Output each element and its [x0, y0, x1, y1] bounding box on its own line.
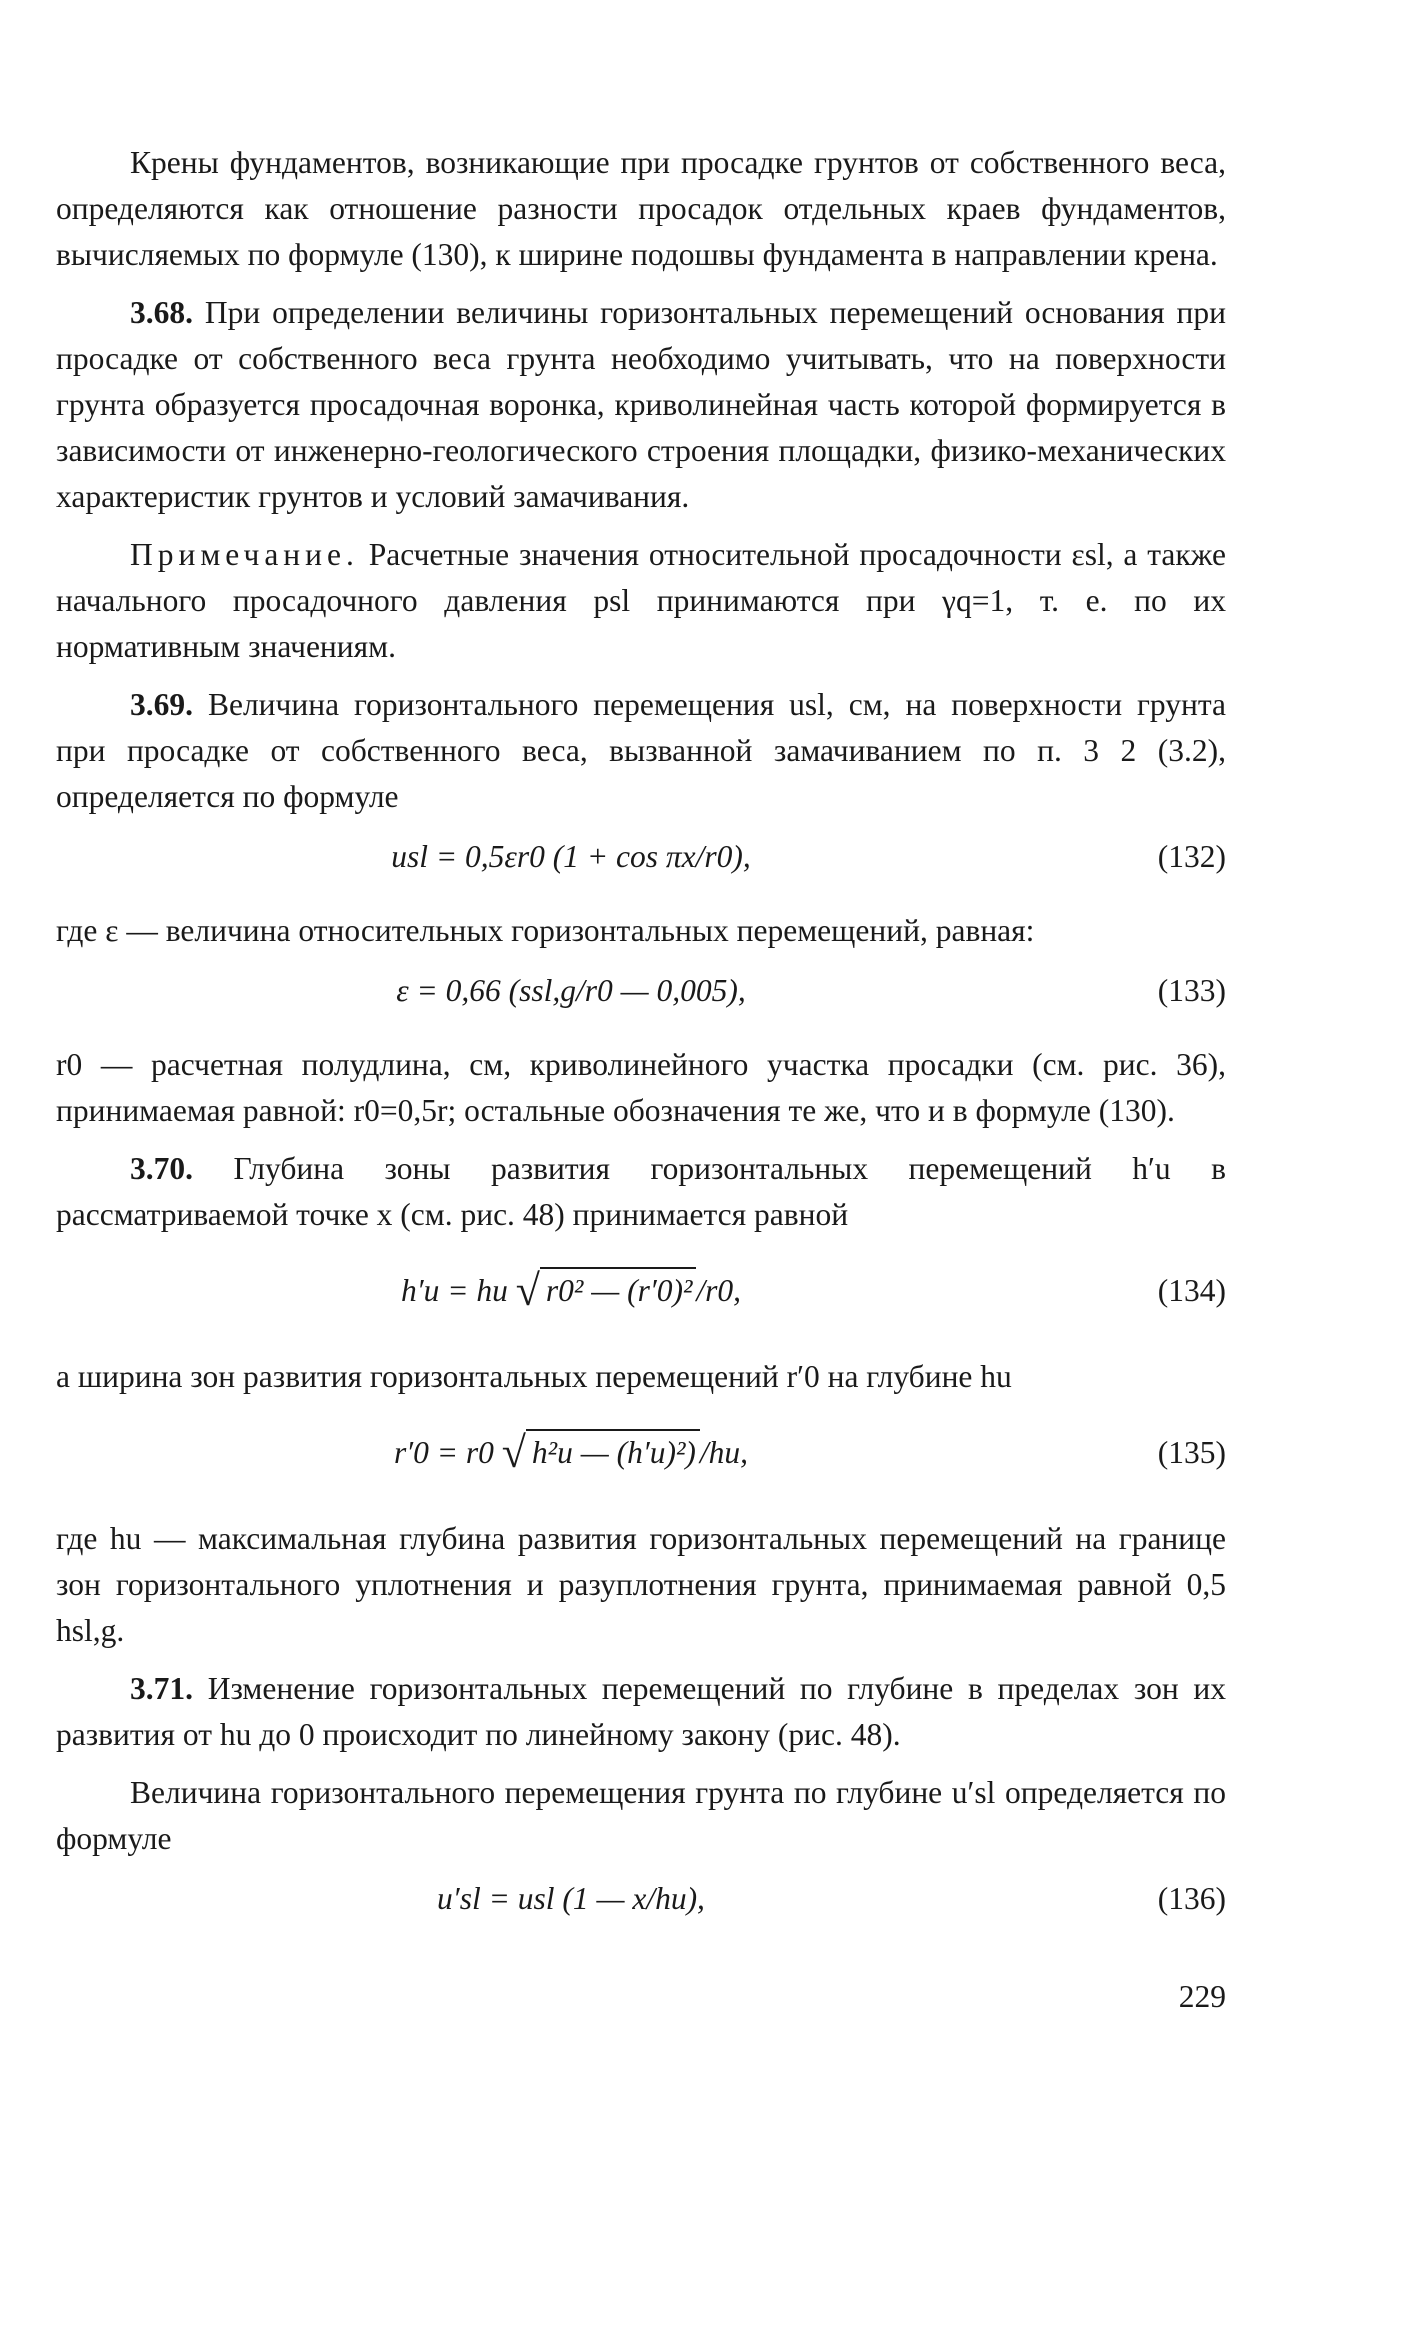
formula-135-radicand: h²u — (h′u)²) — [526, 1429, 700, 1470]
paragraph-3-69 — [56, 682, 1226, 820]
formula-135-expression — [56, 1430, 1086, 1476]
section-number-3-69: 3.69. — [130, 687, 193, 722]
formula-136-expression: u′sl = usl (1 — x/hu), — [437, 1881, 705, 1916]
formula-136-number: (136) — [1157, 1881, 1226, 1916]
formula-134-radicand: r0² — (r′0)² — [540, 1267, 697, 1308]
paragraph-3-68-text: При определении величины горизонтальных перемещений основания при просадке от собственного веса грунта необходимо учитывать, что на поверхности грунта образуется просадочная воронка, криволинейная часть которой формируется в зависимости от инженерно-геологического строения площадки, физико-механических характеристик грунтов и условий замачивания. — [56, 295, 1226, 514]
formula-134-left: h′u = hu — [400, 1273, 508, 1308]
section-number-3-71: 3.71. — [130, 1671, 193, 1706]
paragraph-3-71-text: Изменение горизонтальных перемещений по глубине в пределах зон их развития от hu до 0 происходит по линейному закону (рис. 48). — [56, 1671, 1226, 1752]
paragraph-3-70 — [56, 1146, 1226, 1238]
document-page — [56, 140, 1226, 2020]
sqrt-icon: √ — [501, 1428, 526, 1477]
formula-136 — [56, 1864, 1226, 1946]
formula-133-number: (133) — [1157, 973, 1226, 1008]
paragraph-3-71 — [56, 1666, 1226, 1758]
section-number-3-70: 3.70. — [130, 1151, 193, 1186]
page-number: 229 — [1178, 1979, 1226, 2014]
formula-134-expression — [56, 1268, 1086, 1314]
paragraph-depth-displacement: Величина горизонтального перемещения грунта по глубине u′sl определяется по формуле — [56, 1775, 1226, 1856]
formula-135 — [56, 1402, 1226, 1512]
formula-135-left: r′0 = r0 — [393, 1435, 494, 1470]
note-paragraph — [56, 532, 1226, 670]
paragraph-3-68 — [56, 290, 1226, 520]
formula-133 — [56, 956, 1226, 1038]
paragraph-zone-width: а ширина зон развития горизонтальных перемещений r′0 на глубине hu — [56, 1359, 1012, 1394]
formula-134-right: /r0, — [696, 1273, 742, 1308]
formula-135-right: /hu, — [699, 1435, 749, 1470]
formula-132-number: (132) — [1157, 839, 1226, 874]
paragraph-3-70-text: Глубина зоны развития горизонтальных перемещений h′u в рассматриваемой точке x (см. рис. 48) принимается равной — [56, 1151, 1226, 1232]
formula-133-expression: ε = 0,66 (ssl,g/r0 — 0,005), — [396, 973, 746, 1008]
paragraph-foundation-tilt: Крены фундаментов, возникающие при просадке грунтов от собственного веса, определяются как отношение разности просадок отдельных краев фундаментов, вычисляемых по формуле (130), к ширине подошвы фундамента в направлении крена. — [56, 145, 1226, 272]
paragraph-r0-definition: r0 — расчетная полудлина, см, криволинейного участка просадки (см. рис. 36), принимаемая равной: r0=0,5r; остальные обозначения те же, что и в формуле (130). — [56, 1047, 1226, 1128]
note-text: Расчетные значения относительной просадочности εsl, а также начального просадочного давления psl принимаются при γq=1, т. е. по их нормативным значениям. — [56, 537, 1226, 664]
formula-134 — [56, 1240, 1226, 1350]
formula-134-number: (134) — [1157, 1273, 1226, 1308]
formula-132 — [56, 822, 1226, 904]
paragraph-3-69-text: Величина горизонтального перемещения usl, см, на поверхности грунта при просадке от собственного веса, вызванной замачиванием по п. 3 2 (3.2), определяется по формуле — [56, 687, 1226, 814]
section-number-3-68: 3.68. — [130, 295, 193, 330]
paragraph-hu-definition: где hu — максимальная глубина развития горизонтальных перемещений на границе зон горизонтального уплотнения и разуплотнения грунта, принимаемая равной 0,5 hsl,g. — [56, 1521, 1226, 1648]
formula-135-number: (135) — [1157, 1435, 1226, 1470]
paragraph-epsilon-definition: где ε — величина относительных горизонтальных перемещений, равная: — [56, 913, 1035, 948]
formula-132-expression: usl = 0,5εr0 (1 + cos πx/r0), — [391, 839, 751, 874]
sqrt-icon: √ — [515, 1266, 540, 1315]
note-label: Примечание. — [130, 537, 359, 572]
